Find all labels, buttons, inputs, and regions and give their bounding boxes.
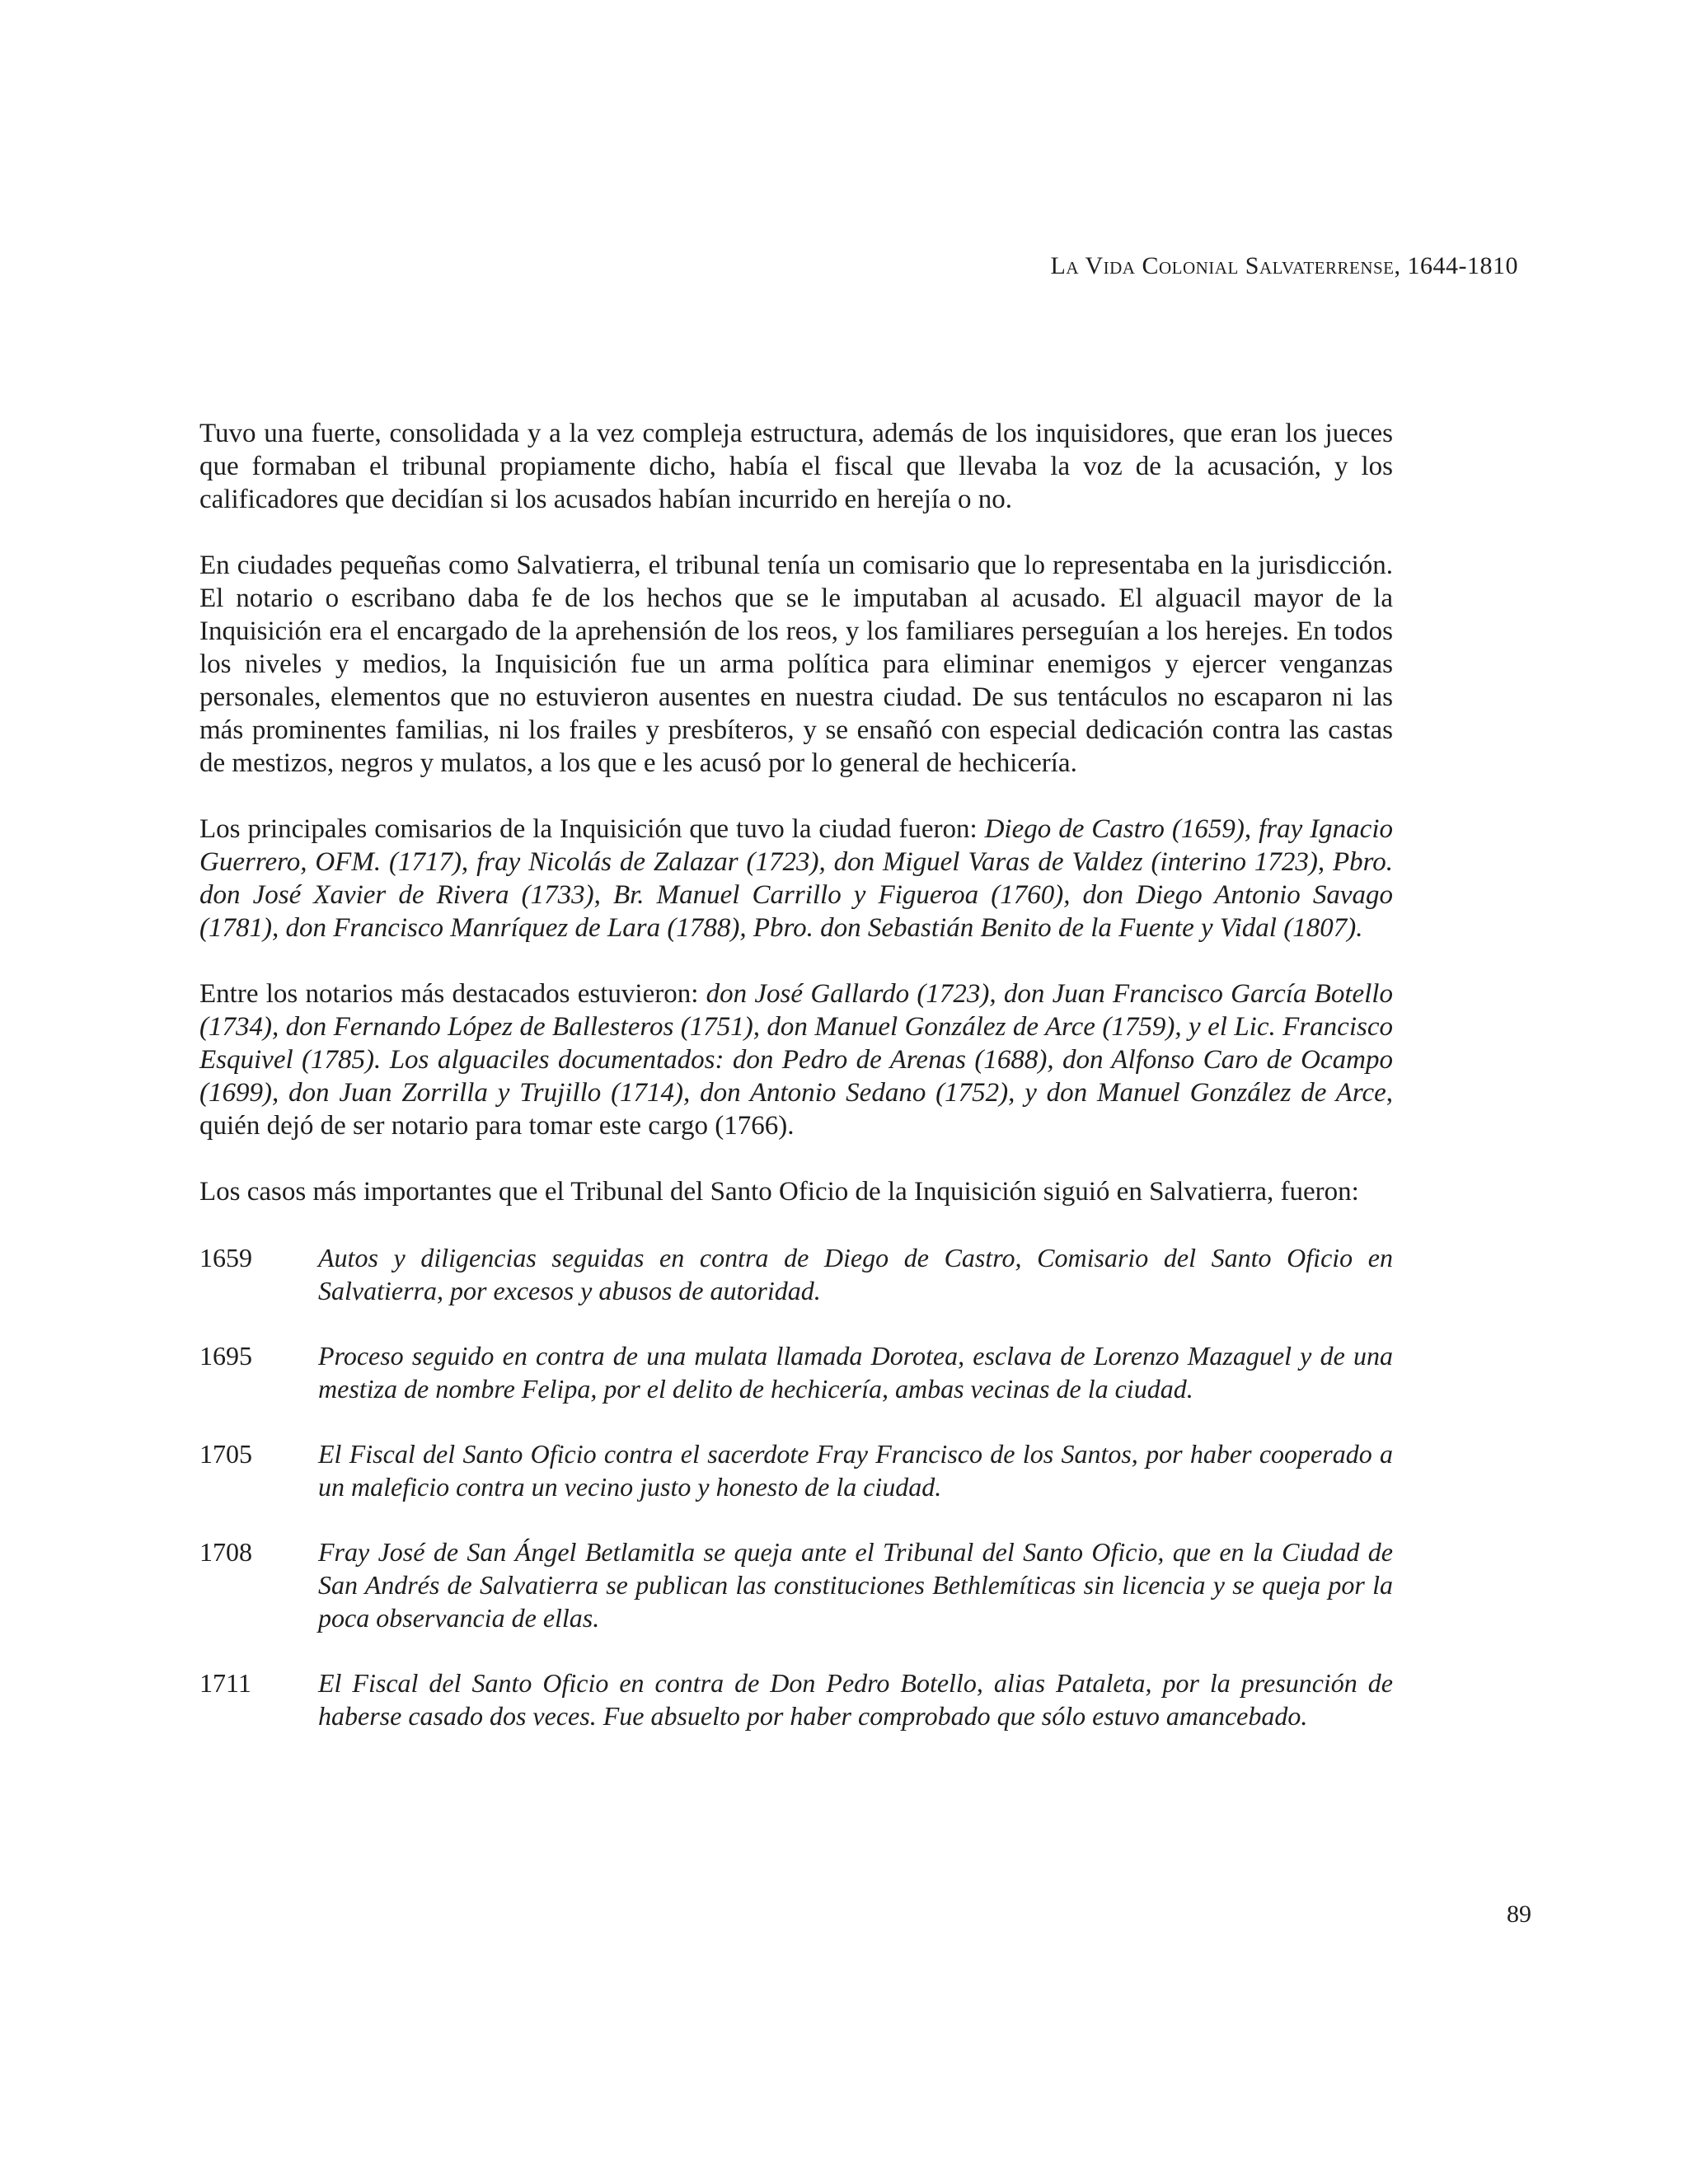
- case-item: [199, 1666, 1393, 1732]
- paragraph-notarios-outro: , quién dejó de ser notario para tomar este cargo (1766).: [199, 1078, 1393, 1141]
- paragraph-comisarios: [199, 813, 1393, 944]
- case-description: El Fiscal del Santo Oficio en contra de Don Pedro Botello, alias Pataleta, por la presunción de haberse casado dos veces. Fue absuelto por haber comprobado que sólo estuvo amancebado.: [318, 1668, 1393, 1731]
- paragraph-estructura: Tuvo una fuerte, consolidada y a la vez compleja estructura, además de los inquisidores, que eran los jueces que formaban el tribunal propiamente dicho, había el fiscal que llevaba la voz de la acusación, y los calificadores que decidían si los acusados habían incurrido en herejía o no.: [199, 419, 1393, 514]
- case-description: Autos y diligencias seguidas en contra de Diego de Castro, Comisario del Santo Oficio en Salvatierra, por excesos y abusos de autoridad.: [318, 1243, 1393, 1305]
- case-year: 1708: [199, 1537, 252, 1567]
- case-item: [199, 1339, 1393, 1405]
- paragraph-casos-intro: Los casos más importantes que el Tribunal del Santo Oficio de la Inquisición siguió en Salvatierra, fueron:: [199, 1177, 1359, 1207]
- paragraph-ciudades-pequenas: En ciudades pequeñas como Salvatierra, el tribunal tenía un comisario que lo representaba en la jurisdicción. El notario o escribano daba fe de los hechos que se le imputaban al acusado. El alguacil mayor de la Inquisición era el encargado de la aprehensión de los reos, y los familiares perseguían a los herejes. En todos los niveles y medios, la Inquisición fue un arma política para eliminar enemigos y ejercer venganzas personales, elementos que no estuvieron ausentes en nuestra ciudad. De sus tentáculos no escaparon ni las más prominentes familias, ni los frailes y presbíteros, y se ensañó con especial dedicación contra las castas de mestizos, negros y mulatos, a los que e les acusó por lo general de hechicería.: [199, 551, 1393, 778]
- paragraph-comisarios-names: Diego de Castro (1659), fray Ignacio Guerrero, OFM. (1717), fray Nicolás de Zalazar (1723), don Miguel Varas de Valdez (interino 1723), Pbro. don José Xavier de Rivera (1733), Br. Manuel Carrillo y Figueroa (1760), don Diego Antonio Savago (1781), don Francisco Manríquez de Lara (1788), Pbro. don Sebastián Benito de la Fuente y Vidal (1807).: [199, 814, 1393, 943]
- case-year: 1705: [199, 1439, 252, 1469]
- case-description: Fray José de San Ángel Betlamitla se queja ante el Tribunal del Santo Oficio, que en la Ciudad de San Andrés de Salvatierra se publican las constituciones Bethlemíticas sin licencia y se queja por la poca observancia de ellas.: [318, 1537, 1393, 1633]
- case-year: 1695: [199, 1341, 252, 1371]
- paragraph-notarios-names: don José Gallardo (1723), don Juan Francisco García Botello (1734), don Fernando López de Ballesteros (1751), don Manuel González de Arce (1759), y el Lic. Francisco Esquivel (1785). Los alguaciles documentados: don Pedro de Arenas (1688), don Alfonso Caro de Ocampo (1699), don Juan Zorrilla y Trujillo (1714), don Antonio Sedano (1752), y don Manuel González de Arce: [199, 979, 1393, 1108]
- case-item: [199, 1437, 1393, 1503]
- paragraph-comisarios-intro: Los principales comisarios de la Inquisición que tuvo la ciudad fueron:: [199, 814, 985, 844]
- case-item: [199, 1535, 1393, 1634]
- case-item: [199, 1241, 1393, 1307]
- case-year: 1711: [199, 1668, 251, 1698]
- running-header: La Vida Colonial Salvaterrense, 1644-1810: [1050, 252, 1518, 279]
- page-number: 89: [1507, 1900, 1531, 1928]
- case-description: El Fiscal del Santo Oficio contra el sacerdote Fray Francisco de los Santos, por haber cooperado a un maleficio contra un vecino justo y honesto de la ciudad.: [318, 1439, 1393, 1502]
- case-year: 1659: [199, 1243, 252, 1272]
- case-description: Proceso seguido en contra de una mulata llamada Dorotea, esclava de Lorenzo Mazaguel y de una mestiza de nombre Felipa, por el delito de hechicería, ambas vecinas de la ciudad.: [318, 1341, 1393, 1404]
- page-body: [199, 417, 1393, 1765]
- cases-list: [199, 1241, 1393, 1732]
- paragraph-notarios-intro: Entre los notarios más destacados estuvieron:: [199, 979, 706, 1009]
- paragraph-notarios: [199, 977, 1393, 1142]
